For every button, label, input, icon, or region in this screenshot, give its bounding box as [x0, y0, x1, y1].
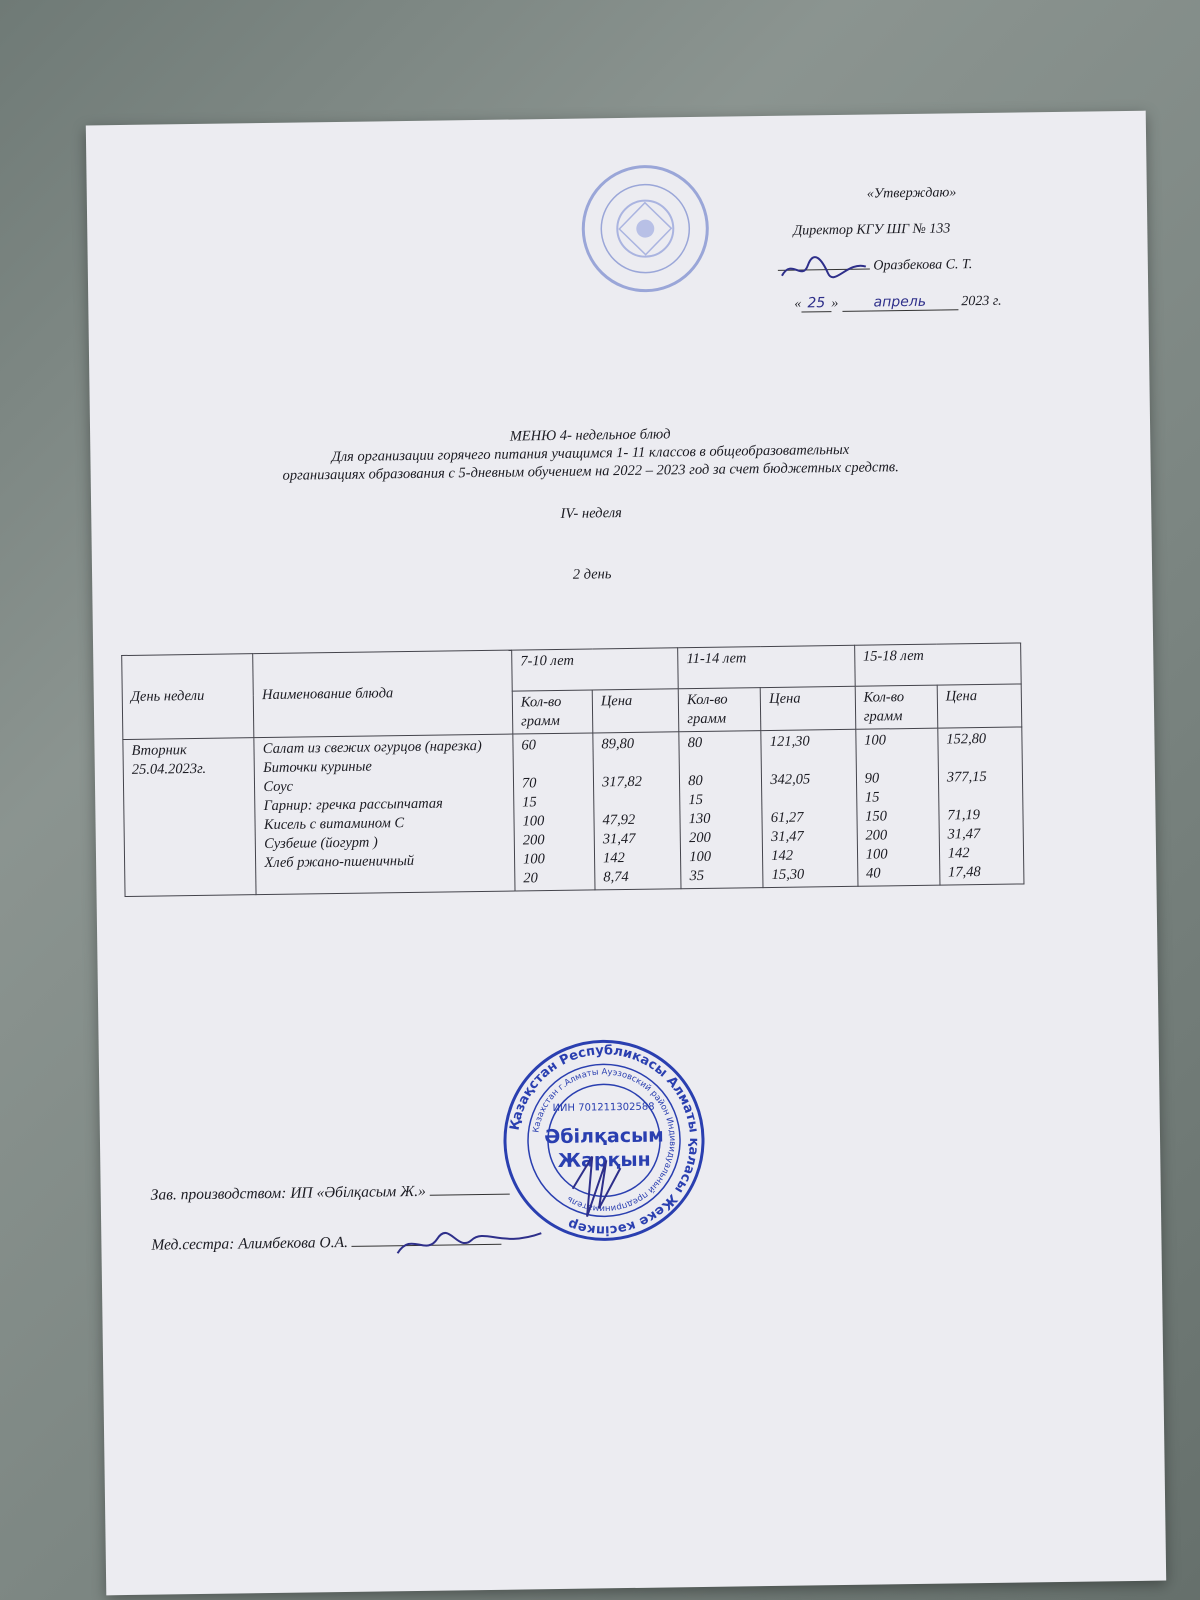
week-label: IV- неделя [560, 505, 622, 522]
qty-value: 15 [522, 794, 537, 811]
title-line-3: организациях образования с 5-дневным обучением на 2022 – 2023 год за счет бюджетных средств. [282, 459, 899, 484]
approval-position: Директор КГУ ШГ № 133 [793, 221, 951, 239]
approval-name-row [778, 257, 973, 276]
header-price: Цена [592, 689, 679, 733]
qty-value: 80 [687, 734, 703, 752]
stamp-inner-text: Казахстан г.Алматы Ауэзовский район Индивидуальный предприниматель [531, 1067, 678, 1214]
production-label: Зав. производством: ИП «Әбілқасым Ж.» [150, 1182, 426, 1204]
price-value: 142 [602, 850, 625, 867]
header-price: Цена [761, 686, 856, 730]
qty-value: 70 [521, 775, 537, 792]
nurse-sign-line [352, 1244, 502, 1247]
qty-15-18 [856, 728, 940, 886]
price-value: 142 [771, 847, 794, 864]
qty-value: 150 [865, 808, 888, 825]
header-dish: Наименование блюда [253, 650, 513, 738]
official-seal [578, 162, 712, 296]
qty-value: 35 [689, 867, 705, 885]
dish-item: Соус [263, 778, 294, 796]
signature-scribble [778, 255, 870, 284]
price-value: 317,82 [601, 773, 643, 791]
price-15-18 [938, 727, 1024, 885]
dish-item: Хлеб ржано-пшеничный [264, 852, 415, 872]
qty-value: 15 [864, 789, 880, 806]
qty-value: 15 [688, 791, 704, 809]
price-7-10 [593, 732, 681, 890]
header-qty: Кол-во грамм [855, 685, 938, 729]
header-qty: Кол-во грамм [678, 688, 761, 732]
price-11-14 [761, 729, 858, 887]
qty-value: 100 [689, 848, 712, 866]
qty-value: 200 [865, 827, 888, 844]
qty-value: 20 [523, 870, 538, 887]
nurse-signature-row [151, 1232, 502, 1255]
day-cell [123, 738, 257, 897]
stamp-name-2: Жарқын [557, 1148, 651, 1172]
qty-value: 200 [688, 829, 711, 847]
nurse-signature [392, 1225, 552, 1261]
price-value: 152,80 [946, 730, 987, 748]
day-name: Вторник [131, 742, 187, 759]
price-value: 8,74 [603, 868, 629, 886]
document-page [86, 111, 1166, 1596]
qty-value: 100 [865, 846, 888, 863]
price-value [947, 787, 1014, 807]
qty-value: 40 [865, 865, 881, 882]
dish-item: Салат из свежих огурцов (нарезка) [262, 738, 482, 758]
qty-value: 60 [521, 737, 537, 754]
menu-title [90, 419, 1091, 487]
day-date: 25.04.2023г. [131, 760, 207, 778]
title-line-1: МЕНЮ 4- недельное блюд [509, 426, 671, 445]
director-signature [778, 269, 870, 271]
price-value: 377,15 [946, 768, 987, 786]
table-row [123, 727, 1024, 897]
approval-block [687, 185, 1007, 312]
price-value: 47,92 [602, 811, 636, 829]
price-value: 31,47 [602, 830, 636, 848]
production-sign-line [430, 1194, 510, 1196]
title-line-2: Для организации горячего питания учащимся 1- 11 классов в общеобразовательных [331, 441, 850, 466]
qty-value: 90 [864, 770, 880, 787]
price-value: 15,30 [771, 866, 805, 883]
price-value: 61,27 [770, 809, 804, 826]
price-value [602, 791, 671, 811]
price-value: 121,30 [769, 733, 810, 750]
header-age-1: 7-10 лет [512, 648, 679, 691]
price-value: 17,48 [948, 864, 981, 881]
dish-item: Гарнир: гречка рассыпчатая [263, 795, 443, 815]
approval-heading: «Утверждаю» [866, 185, 957, 202]
price-value: 89,80 [601, 735, 635, 753]
dish-item: Сузбеше (йогурт ) [264, 834, 378, 853]
qty-7-10 [513, 733, 595, 891]
header-qty: Кол-во грамм [512, 690, 593, 734]
price-value [770, 789, 848, 809]
price-value: 342,05 [770, 771, 811, 788]
stamp-outer-text: Қазақстан Республикасы Алматы қаласы Жеке кәсіпкер [507, 1043, 702, 1238]
price-value: 71,19 [947, 807, 981, 824]
stamp-iin: ИИН 701211302588 [552, 1101, 655, 1115]
price-value: 31,47 [947, 826, 981, 843]
menu-table [121, 642, 1024, 897]
date-month: апрель [842, 293, 958, 312]
approval-date-row: « 25 » апрель 2023 г. [794, 293, 1002, 312]
nurse-label: Мед.сестра: Алимбекова О.А. [151, 1233, 349, 1254]
qty-value: 130 [688, 810, 711, 828]
price-value: 142 [947, 845, 970, 862]
date-year: 2023 г. [961, 293, 1002, 310]
header-day: День недели [122, 654, 255, 740]
qty-value: 200 [522, 832, 545, 849]
qty-11-14 [679, 731, 763, 889]
qty-value: 100 [522, 851, 545, 868]
qty-value: 100 [864, 732, 887, 749]
dish-cell [254, 734, 515, 895]
header-price: Цена [937, 684, 1022, 728]
dish-item: Биточки куриные [263, 758, 372, 777]
day-label: 2 день [572, 566, 612, 583]
qty-value: 100 [522, 813, 545, 830]
production-signature-row [151, 1182, 510, 1205]
header-age-3: 15-18 лет [854, 643, 1021, 686]
price-value: 31,47 [770, 828, 804, 845]
qty-value: 80 [688, 772, 703, 790]
header-age-2: 11-14 лет [678, 645, 855, 688]
date-day: 25 [801, 295, 831, 312]
dish-item: Кисель с витамином С [263, 815, 405, 834]
stamp-name-1: Әбілқасым [544, 1124, 664, 1149]
director-name: Оразбекова С. Т. [873, 257, 973, 274]
company-stamp [501, 1037, 708, 1244]
